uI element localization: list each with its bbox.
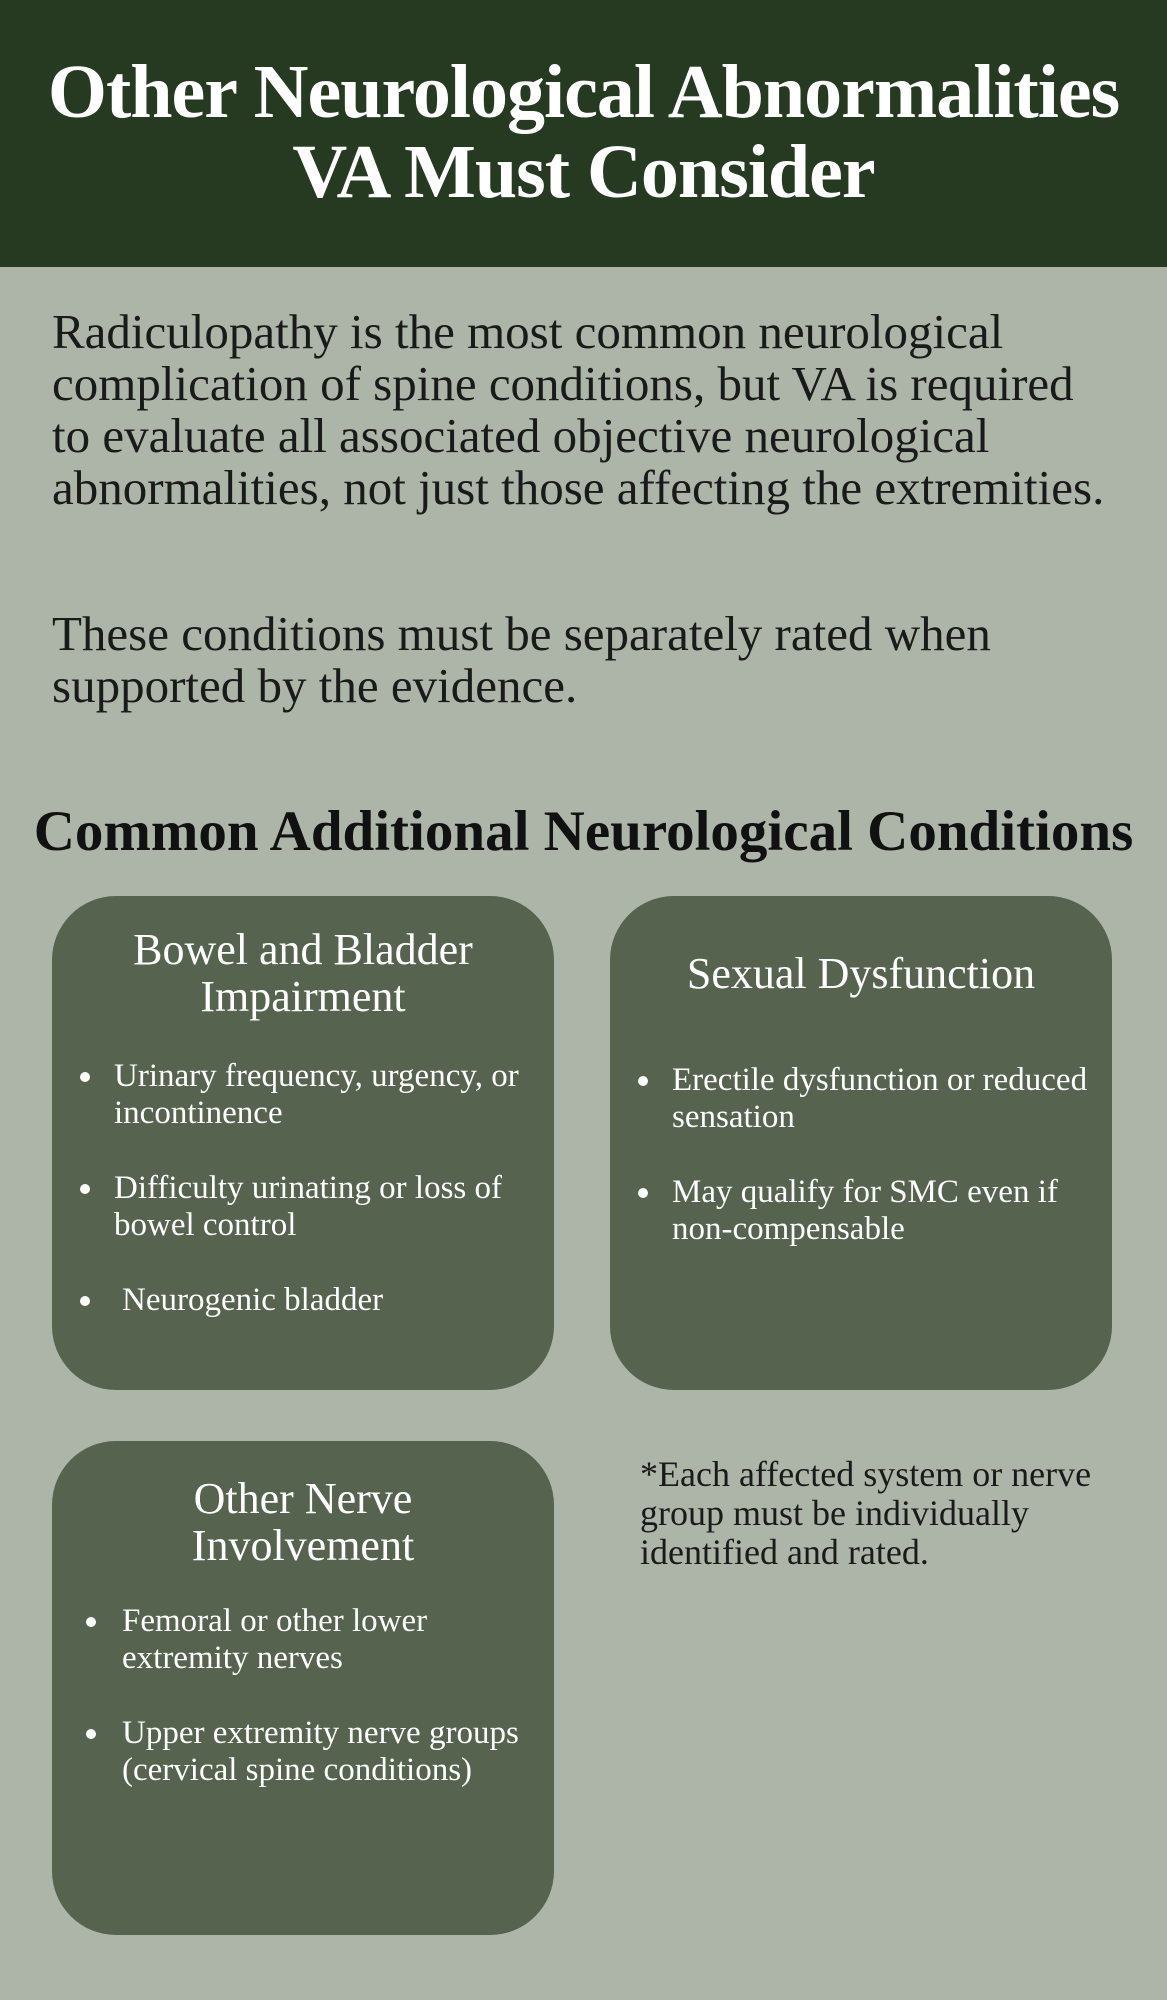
list-item-text: Femoral or other lower extremity nerves [122, 1603, 428, 1676]
bullet-icon [80, 1072, 90, 1082]
list-item-text: Difficulty urinating or loss of bowel control [114, 1170, 503, 1243]
bullet-list [52, 1058, 554, 1357]
list-item [610, 1174, 1112, 1248]
list-item [52, 1170, 554, 1244]
list-item [52, 1282, 554, 1319]
card-title-line-2: Impairment [200, 972, 406, 1021]
card-title [72, 1475, 534, 1569]
bullet-icon [86, 1729, 96, 1739]
bullet-icon [86, 1617, 96, 1627]
list-item [52, 1715, 554, 1789]
bullet-icon [80, 1184, 90, 1194]
bullet-list [52, 1603, 554, 1827]
card-title-line-1: Bowel and Bladder [133, 925, 473, 974]
card-bowel-bladder [52, 896, 554, 1390]
card-title: Sexual Dysfunction [686, 949, 1036, 998]
bullet-icon [638, 1076, 648, 1086]
page-title-line-2: VA Must Consider [292, 130, 875, 214]
section-title: Common Additional Neurological Conditions [33, 800, 1134, 863]
header-banner [0, 0, 1167, 267]
intro-paragraph-2: These conditions must be separately rated when supported by the evidence. [52, 606, 991, 713]
list-item [610, 1062, 1112, 1136]
card-title-line-1: Other Nerve [193, 1474, 413, 1523]
list-item-text: May qualify for SMC even if non-compensable [672, 1174, 1058, 1247]
list-item [52, 1058, 554, 1132]
list-item-text: Erectile dysfunction or reduced sensation [672, 1062, 1088, 1135]
footnote: *Each affected system or nerve group must be individually identified and rated. [640, 1454, 1092, 1572]
list-item-text: Urinary frequency, urgency, or incontinence [114, 1058, 519, 1131]
card-sexual-dysfunction [610, 896, 1112, 1390]
card-title-line-2: Involvement [191, 1521, 415, 1570]
card-other-nerve [52, 1441, 554, 1935]
bullet-icon [80, 1296, 90, 1306]
list-item-text: Upper extremity nerve groups (cervical spine conditions) [122, 1715, 519, 1788]
card-title [72, 926, 534, 1020]
bullet-icon [638, 1188, 648, 1198]
list-item [52, 1603, 554, 1677]
intro-paragraph-1: Radiculopathy is the most common neurological complication of spine conditions, but VA is required to evaluate all associated objective neurological abnormalities, not just those affecting the extremities. [52, 304, 1105, 515]
page-title [0, 52, 1167, 212]
list-item-text: Neurogenic bladder [122, 1282, 384, 1318]
bullet-list [610, 1062, 1112, 1286]
page-title-line-1: Other Neurological Abnormalities [47, 50, 1120, 134]
